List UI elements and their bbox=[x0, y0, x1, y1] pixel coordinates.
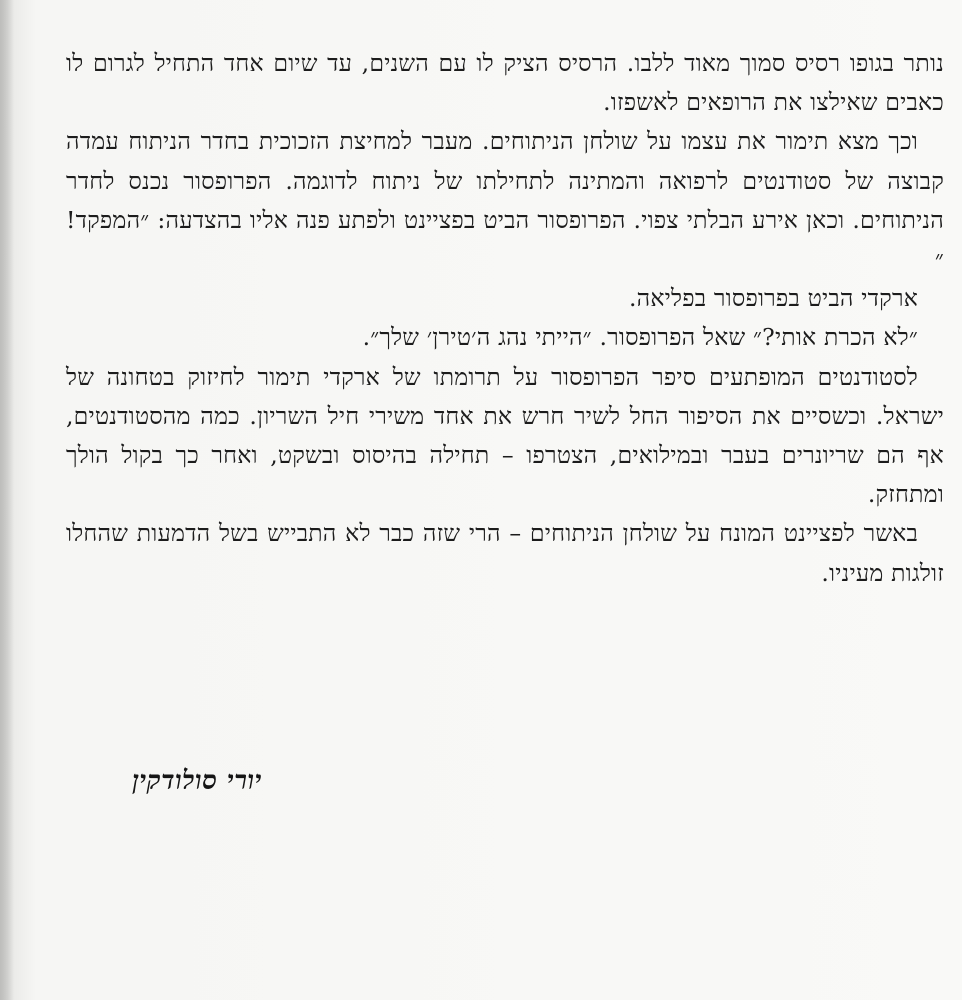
paragraph-5: לסטודנטים המופתעים סיפר הפרופסור על תרומתו של ארקדי תימור לחיזוק בטחונה של ישראל. וכשסיים את הסיפור החל לשיר חרש את אחד משירי חיל השריון. כמה מהסטודנטים, אף הם שריונרים בעבר ובמילואים, הצטרפו – תחילה בהיסוס ובשקט, ואחר כך בקול הולך ומתחזק. bbox=[66, 362, 944, 509]
body-text bbox=[66, 44, 944, 593]
paragraph-6: באשר לפציינט המונח על שולחן הניתוחים – הרי שזה כבר לא התבייש בשל הדמעות שהחלו זולגות מעיניו. bbox=[66, 519, 944, 587]
paragraph-2: וכך מצא תימור את עצמו על שולחן הניתוחים. מעבר למחיצת הזכוכית בחדר הניתוח עמדה קבוצה של סטודנטים לרפואה והמתינה לתחילתו של ניתוח לדוגמה. הפרופסור נכנס לחדר הניתוחים. וכאן אירע הבלתי צפוי. הפרופסור הביט בפציינט ולפתע פנה אליו בהצדעה: ״המפקד!״ bbox=[66, 127, 944, 274]
author-signature: יורי סולודקין bbox=[132, 766, 262, 796]
paragraph-1: נותר בגופו רסיס סמוך מאוד ללבו. הרסיס הציק לו עם השנים, עד שיום אחד התחיל לגרום לו כאבים שאילצו את הרופאים לאשפזו. bbox=[66, 49, 944, 117]
book-spine-shadow bbox=[0, 0, 14, 1000]
paragraph-4: ״לא הכרת אותי?״ שאל הפרופסור. ״הייתי נהג ה׳טירן׳ שלך״. bbox=[362, 323, 918, 352]
paragraph-3: ארקדי הביט בפרופסור בפליאה. bbox=[628, 284, 918, 313]
